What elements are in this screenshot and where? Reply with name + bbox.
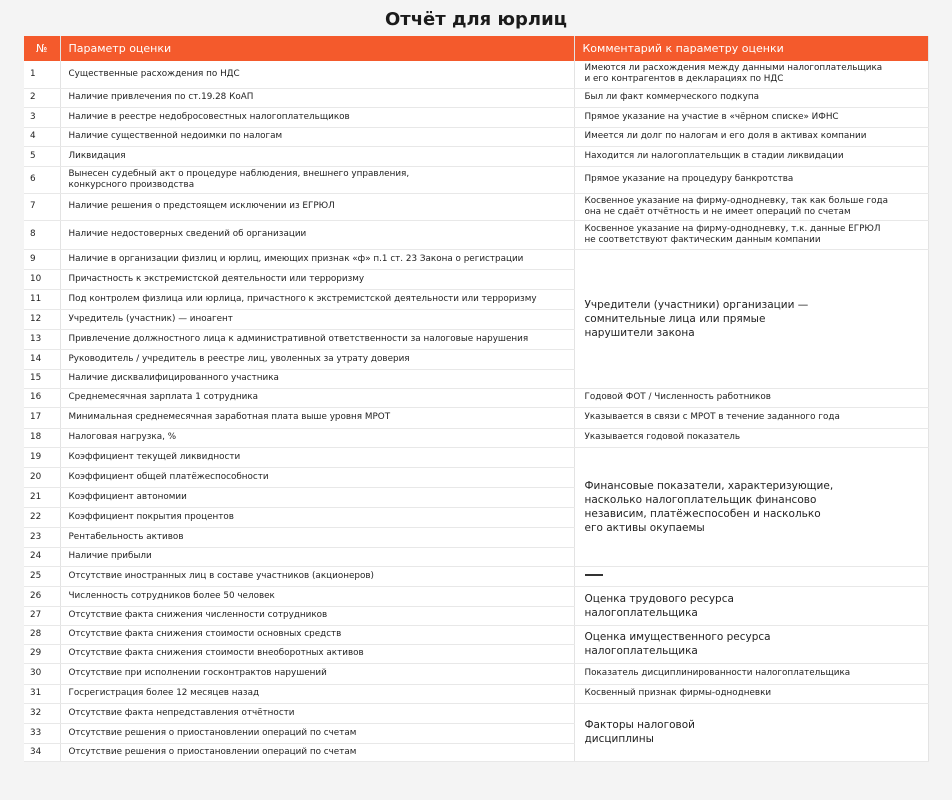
- table-row: [24, 166, 928, 193]
- table-row: [24, 625, 928, 644]
- table-body: [24, 61, 928, 761]
- row-number: 25: [24, 566, 60, 586]
- row-number: 12: [24, 309, 60, 329]
- parameter-cell: Привлечение должностного лица к административной ответственности за налоговые нарушения: [60, 329, 574, 349]
- row-number: 29: [24, 644, 60, 663]
- table-row: [24, 586, 928, 606]
- row-number: 27: [24, 606, 60, 625]
- table-row: [24, 428, 928, 447]
- row-number: 14: [24, 349, 60, 369]
- row-number: 15: [24, 369, 60, 388]
- parameter-cell: Коэффициент автономии: [60, 487, 574, 507]
- parameter-cell: Коэффициент текущей ликвидности: [60, 447, 574, 467]
- table-row: [24, 193, 928, 220]
- table-row: [24, 127, 928, 146]
- comment-cell: Оценка трудового ресурса налогоплательщика: [574, 586, 928, 625]
- table-row: [24, 146, 928, 166]
- parameter-cell: Налоговая нагрузка, %: [60, 428, 574, 447]
- parameter-cell: Госрегистрация более 12 месяцев назад: [60, 684, 574, 703]
- table-row: [24, 220, 928, 249]
- row-number: 10: [24, 269, 60, 289]
- parameter-cell: Руководитель / учредитель в реестре лиц, уволенных за утрату доверия: [60, 349, 574, 369]
- row-number: 32: [24, 703, 60, 723]
- comment-cell: [574, 566, 928, 586]
- comment-cell: Учредители (участники) организации — сомнительные лица или прямые нарушители закона: [574, 249, 928, 388]
- parameter-cell: Отсутствие факта непредставления отчётности: [60, 703, 574, 723]
- parameter-cell: Наличие в реестре недобросовестных налогоплательщиков: [60, 107, 574, 127]
- table-row: [24, 88, 928, 107]
- row-number: 31: [24, 684, 60, 703]
- row-number: 34: [24, 743, 60, 761]
- parameter-cell: Численность сотрудников более 50 человек: [60, 586, 574, 606]
- row-number: 23: [24, 527, 60, 547]
- row-number: 7: [24, 193, 60, 220]
- table-row: [24, 107, 928, 127]
- table-row: [24, 407, 928, 428]
- parameter-cell: Вынесен судебный акт о процедуре наблюдения, внешнего управления, конкурсного производства: [60, 166, 574, 193]
- row-number: 17: [24, 407, 60, 428]
- table-row: [24, 447, 928, 467]
- row-number: 4: [24, 127, 60, 146]
- row-number: 11: [24, 289, 60, 309]
- row-number: 20: [24, 467, 60, 487]
- comment-cell: Косвенное указание на фирму-однодневку, т.к. данные ЕГРЮЛ не соответствуют фактическим данным компании: [574, 220, 928, 249]
- header-comment: Комментарий к параметру оценки: [574, 36, 928, 61]
- parameter-cell: Отсутствие решения о приостановлении операций по счетам: [60, 743, 574, 761]
- row-number: 3: [24, 107, 60, 127]
- comment-cell: Косвенный признак фирмы-однодневки: [574, 684, 928, 703]
- parameter-cell: Наличие недостоверных сведений об организации: [60, 220, 574, 249]
- parameter-cell: Отсутствие факта снижения стоимости внеоборотных активов: [60, 644, 574, 663]
- parameter-cell: Отсутствие при исполнении госконтрактов нарушений: [60, 663, 574, 684]
- row-number: 26: [24, 586, 60, 606]
- comment-cell: Показатель дисциплинированности налогоплательщика: [574, 663, 928, 684]
- page-title: Отчёт для юрлиц: [384, 9, 568, 30]
- header-number: №: [24, 36, 60, 61]
- parameter-cell: Существенные расхождения по НДС: [60, 61, 574, 88]
- row-number: 30: [24, 663, 60, 684]
- row-number: 21: [24, 487, 60, 507]
- parameter-cell: Отсутствие иностранных лиц в составе участников (акционеров): [60, 566, 574, 586]
- comment-cell: Имеется ли долг по налогам и его доля в активах компании: [574, 127, 928, 146]
- parameter-cell: Наличие дисквалифицированного участника: [60, 369, 574, 388]
- comment-cell: Указывается в связи с МРОТ в течение заданного года: [574, 407, 928, 428]
- comment-cell: Прямое указание на процедуру банкротства: [574, 166, 928, 193]
- parameter-cell: Причастность к экстремистской деятельности или терроризму: [60, 269, 574, 289]
- report-table: [24, 36, 929, 762]
- parameter-cell: Минимальная среднемесячная заработная плата выше уровня МРОТ: [60, 407, 574, 428]
- row-number: 19: [24, 447, 60, 467]
- row-number: 33: [24, 723, 60, 743]
- row-number: 18: [24, 428, 60, 447]
- row-number: 13: [24, 329, 60, 349]
- row-number: 6: [24, 166, 60, 193]
- comment-cell: Указывается годовой показатель: [574, 428, 928, 447]
- parameter-cell: Среднемесячная зарплата 1 сотрудника: [60, 388, 574, 407]
- parameter-cell: Коэффициент покрытия процентов: [60, 507, 574, 527]
- parameter-cell: Наличие привлечения по ст.19.28 КоАП: [60, 88, 574, 107]
- row-number: 28: [24, 625, 60, 644]
- parameter-cell: Наличие в организации физлиц и юрлиц, имеющих признак «ф» п.1 ст. 23 Закона о регистрации: [60, 249, 574, 269]
- parameter-cell: Рентабельность активов: [60, 527, 574, 547]
- table-row: [24, 566, 928, 586]
- parameter-cell: Отсутствие факта снижения численности сотрудников: [60, 606, 574, 625]
- parameter-cell: Отсутствие решения о приостановлении операций по счетам: [60, 723, 574, 743]
- comment-cell: Финансовые показатели, характеризующие, насколько налогоплательщик финансово независим, платёжеспособен и насколько его активы окупаемы: [574, 447, 928, 566]
- table-row: [24, 703, 928, 723]
- header-parameter: Параметр оценки: [60, 36, 574, 61]
- parameter-cell: Под контролем физлица или юрлица, причастного к экстремистской деятельности или терроризму: [60, 289, 574, 309]
- parameter-cell: Коэффициент общей платёжеспособности: [60, 467, 574, 487]
- comment-cell: Оценка имущественного ресурса налогоплательщика: [574, 625, 928, 663]
- empty-dash: [585, 574, 603, 576]
- comment-cell: Годовой ФОТ / Численность работников: [574, 388, 928, 407]
- comment-cell: Косвенное указание на фирму-однодневку, так как больше года она не сдаёт отчётность и не имеет операций по счетам: [574, 193, 928, 220]
- table-row: [24, 249, 928, 269]
- comment-cell: Находится ли налогоплательщик в стадии ликвидации: [574, 146, 928, 166]
- row-number: 22: [24, 507, 60, 527]
- row-number: 9: [24, 249, 60, 269]
- row-number: 24: [24, 547, 60, 566]
- table-row: [24, 61, 928, 88]
- table-row: [24, 388, 928, 407]
- table-row: [24, 684, 928, 703]
- parameter-cell: Наличие решения о предстоящем исключении из ЕГРЮЛ: [60, 193, 574, 220]
- parameter-cell: Ликвидация: [60, 146, 574, 166]
- row-number: 2: [24, 88, 60, 107]
- row-number: 5: [24, 146, 60, 166]
- comment-cell: Факторы налоговой дисциплины: [574, 703, 928, 761]
- parameter-cell: Наличие существенной недоимки по налогам: [60, 127, 574, 146]
- parameter-cell: Отсутствие факта снижения стоимости основных средств: [60, 625, 574, 644]
- row-number: 1: [24, 61, 60, 88]
- comment-cell: Прямое указание на участие в «чёрном списке» ИФНС: [574, 107, 928, 127]
- parameter-cell: Учредитель (участник) — иноагент: [60, 309, 574, 329]
- row-number: 8: [24, 220, 60, 249]
- comment-cell: Имеются ли расхождения между данными налогоплательщика и его контрагентов в декларациях по НДС: [574, 61, 928, 88]
- table-row: [24, 663, 928, 684]
- comment-cell: Был ли факт коммерческого подкупа: [574, 88, 928, 107]
- table-header-row: [24, 36, 928, 61]
- row-number: 16: [24, 388, 60, 407]
- parameter-cell: Наличие прибыли: [60, 547, 574, 566]
